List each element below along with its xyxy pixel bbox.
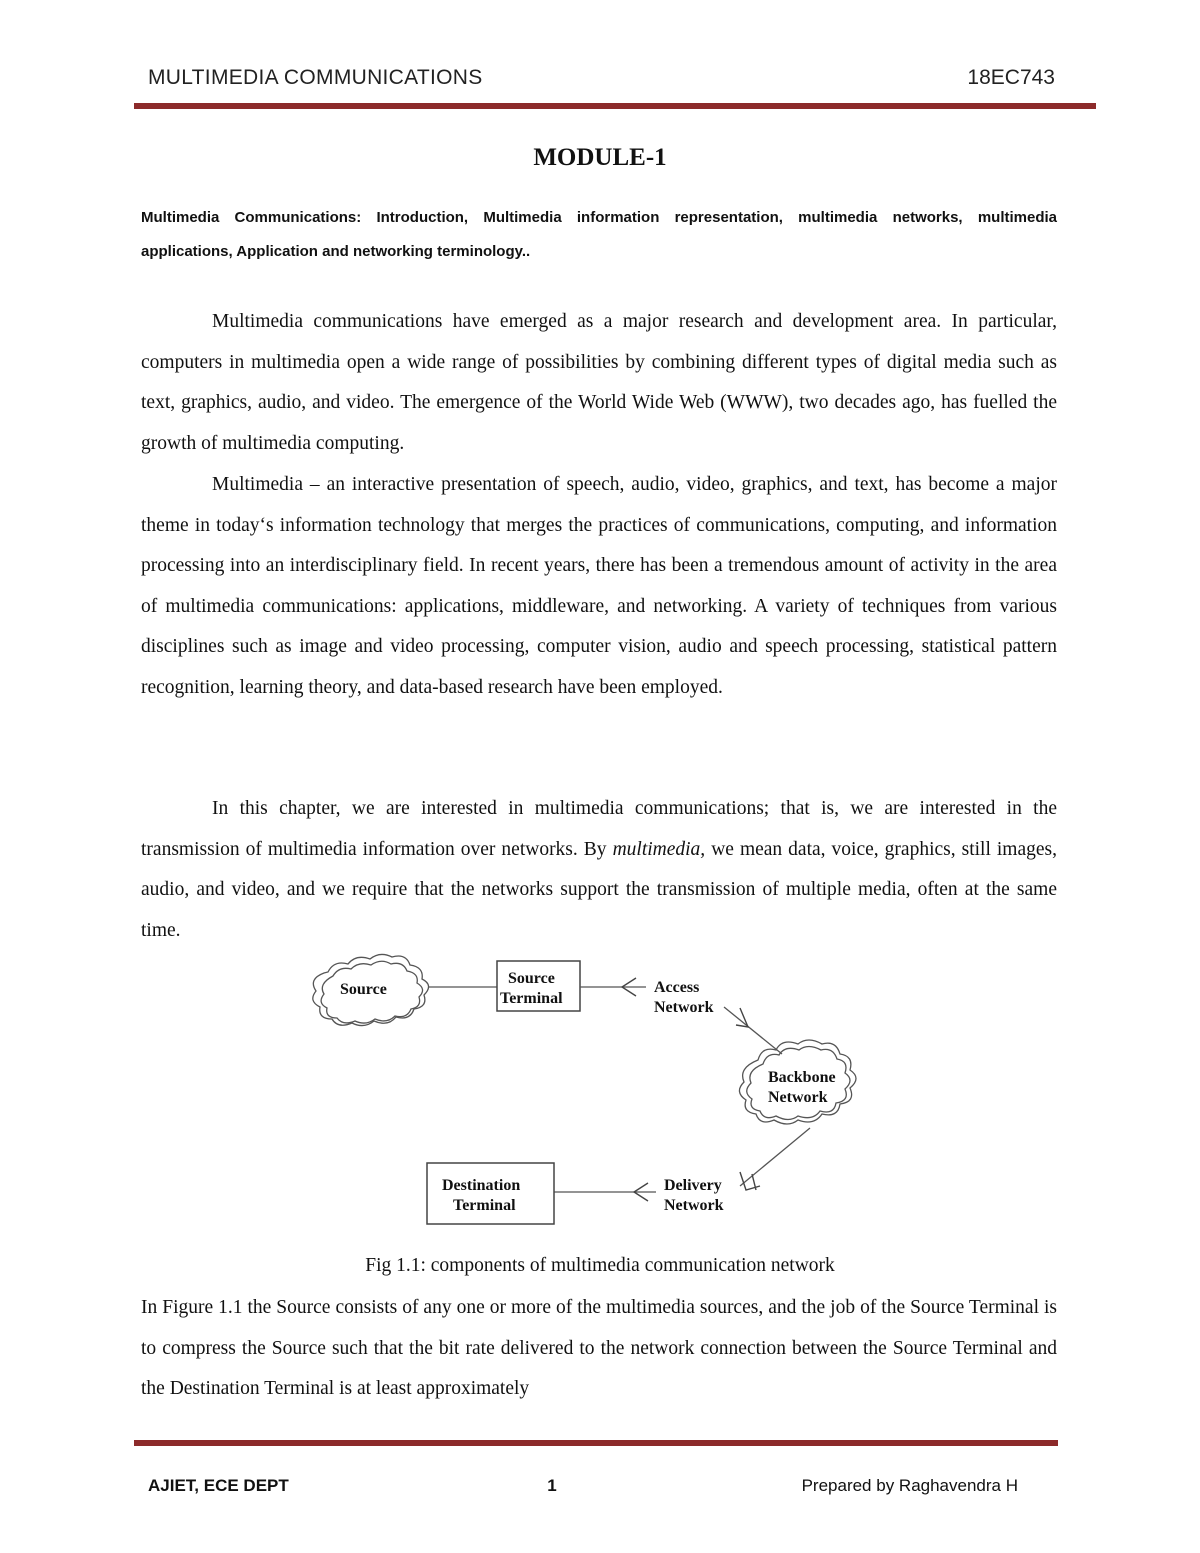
paragraph-2-text: Multimedia – an interactive presentation of speech, audio, video, graphics, and text, has become a major theme in today‘s information technology that merges the practices of communications, computing, and information processing into an interdisciplinary field. In recent years, there has been a tremendous amount of activity in the area of multimedia communications: applications, middleware, and networking. A variety of techniques from various disciplines such as image and video processing, computer vision, audio and speech processing, statistical pattern recognition, learning theory, and data-based research have been employed. <box>141 474 1057 698</box>
source-terminal-label-2: Terminal <box>500 990 563 1007</box>
header-rule <box>134 103 1096 109</box>
paragraph-4-text: In Figure 1.1 the Source consists of any one or more of the multimedia sources, and the job of the Source Terminal is to compress the Source such that the bit rate delivered to the network connection between the Source Terminal and the Destination Terminal is at least approximately <box>141 1297 1057 1400</box>
footer-institution: AJIET, ECE DEPT <box>148 1476 289 1495</box>
footer-rule <box>134 1440 1058 1446</box>
module-title: MODULE-1 <box>533 144 667 171</box>
paragraph-3-text <box>141 789 1057 951</box>
figure-caption: Fig 1.1: components of multimedia communication network <box>365 1255 835 1276</box>
paragraph-3-emphasis: multimedia, <box>612 838 706 860</box>
syllabus-topics: Multimedia Communications: Introduction, Multimedia information representation, multimedia networks, multimedia applications, Application and networking terminology.. <box>141 209 1057 260</box>
backbone-network-label-1: Backbone <box>768 1069 836 1086</box>
paragraph-definition <box>141 465 1057 709</box>
delivery-network-label-1: Delivery <box>664 1177 722 1194</box>
access-network-label-2: Network <box>654 999 714 1016</box>
destination-terminal-label-2: Terminal <box>453 1197 516 1214</box>
paragraph-3-part-b: we mean data, voice, graphics, still images, audio, and video, and we require that the networks support the transmission of multiple media, often at the same time. <box>141 838 1057 941</box>
header-course-title: MULTIMEDIA COMMUNICATIONS <box>148 66 483 89</box>
header-course-code: 18EC743 <box>967 66 1055 89</box>
delivery-arrowhead-1 <box>740 1172 760 1190</box>
backbone-network-label-2: Network <box>768 1089 828 1106</box>
source-terminal-label-1: Source <box>508 970 555 987</box>
paragraph-intro <box>141 302 1057 464</box>
paragraph-chapter-scope <box>141 789 1057 951</box>
paragraph-figure-explanation <box>141 1288 1057 1410</box>
paragraph-3-part-a: In this chapter, we are interested in multimedia communications; that is, we are interested in the transmission of multimedia information over networks. By <box>141 798 1057 860</box>
network-components-diagram <box>300 950 900 1240</box>
paragraph-1-text: Multimedia communications have emerged as a major research and development area. In particular, computers in multimedia open a wide range of possibilities by combining different types of digital media such as text, graphics, audio, and video. The emergence of the World Wide Web (WWW), two decades ago, has fuelled the growth of multimedia computing. <box>141 311 1057 454</box>
footer-author: Prepared by Raghavendra H <box>801 1476 1018 1495</box>
footer-page-number: 1 <box>547 1476 557 1495</box>
delivery-network-label-2: Network <box>664 1197 724 1214</box>
source-label: Source <box>340 981 387 998</box>
destination-terminal-label-1: Destination <box>442 1177 521 1194</box>
access-network-label-1: Access <box>654 979 700 996</box>
